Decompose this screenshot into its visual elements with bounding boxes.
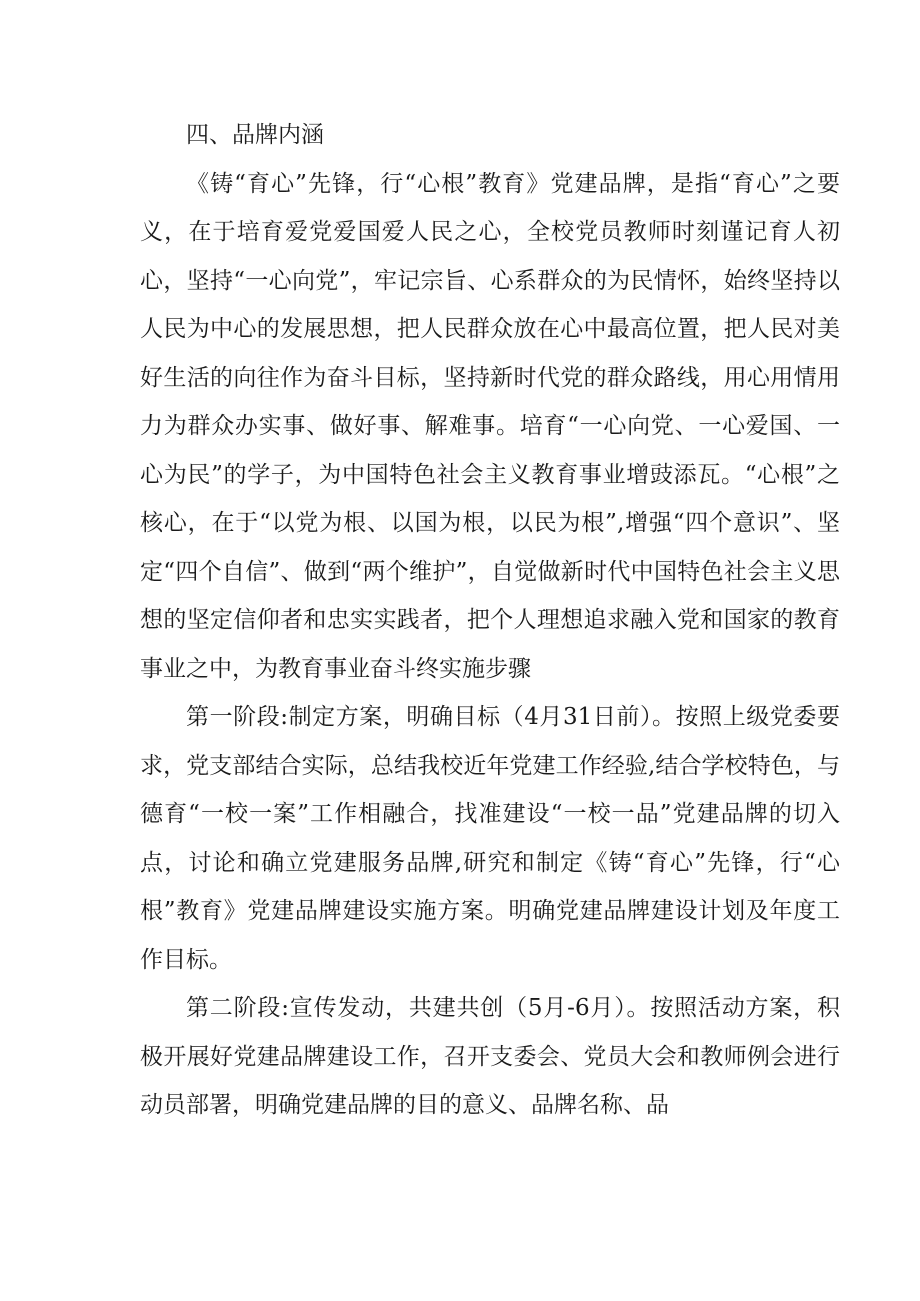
paragraph-stage-one: 第一阶段:制定方案，明确目标（4月31日前）。按照上级党委要求，党支部结合实际，总结我校近年党建工作经验,结合学校特色，与德育“一校一案”工作相融合，找准建设“一校一品”党建品牌的切入点，讨论和确立党建服务品牌,研究和制定《铸“育心”先锋，行“心根”教育》党建品牌建设实施方案。明确党建品牌建设计划及年度工作目标。 <box>140 704 840 973</box>
section-heading: 四、品牌内涵 <box>186 122 324 148</box>
paragraph-brand-meaning: 《铸“育心”先锋，行“心根”教育》党建品牌，是指“育心”之要义，在于培育爱党爱国爱人民之心，全校党员教师时刻谨记育人初心，坚持“一心向党”，牢记宗旨、心系群众的为民情怀，始终坚持以人民为中心的发展思想，把人民群众放在心中最高位置，把人民对美好生活的向往作为奋斗目标，坚持新时代党的群众路线，用心用情用力为群众办实事、做好事、解难事。培育“一心向党、一心爱国、一心为民”的学子，为中国特色社会主义教育事业增豉添瓦。“心根”之核心，在于“以党为根、以国为根，以民为根”,增强“四个意识”、坚定“四个自信”、做到“两个维护”，自觉做新时代中国特色社会主义思想的坚定信仰者和忠实实践者，把个人理想追求融入党和国家的教育事业之中，为教育事业奋斗终实施步骤 <box>140 170 840 682</box>
paragraph-stage-two: 第二阶段:宣传发动，共建共创（5月-6月）。按照活动方案，积极开展好党建品牌建设工作，召开支委会、党员大会和教师例会进行动员部署，明确党建品牌的目的意义、品牌名称、品 <box>140 995 840 1118</box>
